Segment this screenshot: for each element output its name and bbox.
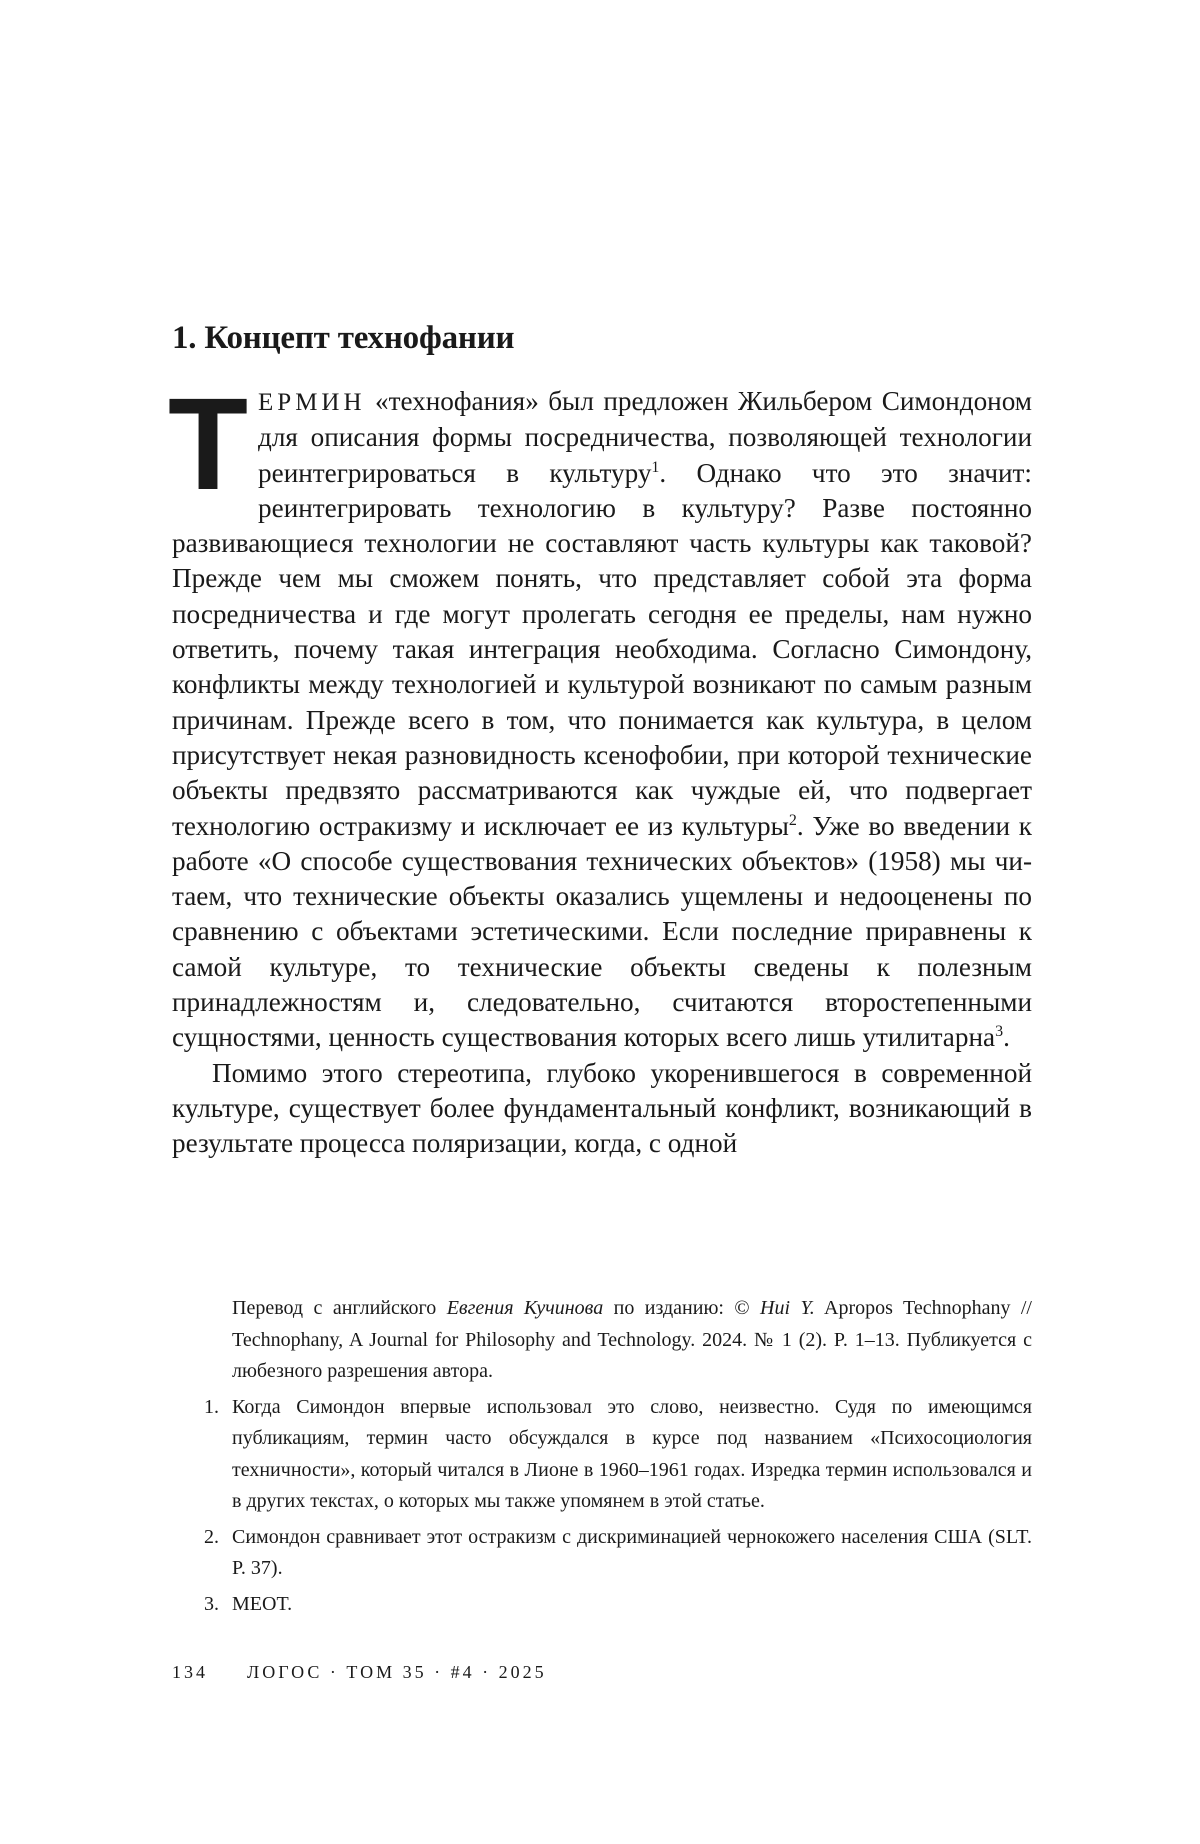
paragraph-1-text-a: «технофания» был предложен Жильбером Симондоном для описания формы посредничества, позволяющей технологии реинтегрироваться в культуру — [258, 386, 1032, 488]
footnotes — [204, 1293, 1032, 1624]
footnote-text: Когда Симондон впервые использовал это слово, неизвестно. Судя по имеющимся публикациям, термин часто обсуждался в курсе под названием «Психосоциология техничности», который читался в Лионе в 1960–1961 годах. Изредка термин использовался и в других текстах, о которых мы также упомянем в этой статье. — [232, 1395, 1032, 1512]
footnote-item — [204, 1589, 1032, 1621]
page-footer — [172, 1662, 547, 1683]
footnote-text: Симондон сравнивает этот остракизм с дискриминацией чернокожего населения США (SLT. P. 37). — [232, 1525, 1032, 1579]
footnote-text: MEOT. — [232, 1592, 293, 1615]
footnote-ref-3[interactable]: 3 — [995, 1023, 1004, 1041]
footnote-number: 2. — [204, 1525, 219, 1548]
translation-note-text-a: Перевод с английского — [232, 1297, 447, 1319]
drop-cap: Т — [168, 370, 249, 517]
translator-name: Евгения Кучинова — [446, 1297, 604, 1319]
page-number: 134 — [172, 1662, 208, 1682]
body-text — [168, 370, 1032, 1162]
footnote-number: 3. — [204, 1592, 219, 1615]
paragraph-1 — [168, 370, 1032, 1056]
source-author: Hui Y. — [760, 1297, 815, 1319]
paragraph-1-text-b: . Однако что это значит: реинтегрировать технологию в культуру? Разве постоянно развивающиеся технологии не составляют часть культуры как таковой? Прежде чем мы сможем понять, что представляет собой эта форма посредничества и где могут пролегать сегодня ее пределы, нам нужно ответить, почему такая интеграция необходима. Согласно Симондону, конфликты между технологией и культурой возникают по самым разным причинам. Прежде всего в том, что понимается как культура, в целом присутствует некая разновидность ксенофобии, при которой технические объекты предвзято рассматриваются как чуждые ей, что подвергает технологию остракизму и исключает ее из культуры — [172, 457, 1032, 841]
footnote-ref-1[interactable]: 1 — [651, 458, 660, 476]
paragraph-2: Помимо этого стереотипа, глубоко укоренившегося в современной культуре, существует более фундаментальный конфликт, возникающий в результате процесса поляризации, когда, с одной — [172, 1057, 1032, 1159]
translation-note — [232, 1293, 1032, 1388]
footnote-item — [204, 1522, 1032, 1585]
translation-note-text-c: Apropos Technophany // Technophany, A Journal for Philosophy and Technology. 2024. № 1 (2). P. 1–13. Публикуется с любезного разрешения автора. — [232, 1297, 1032, 1382]
paragraph-1-text-c: . Уже во введении к работе «О способе существования технических объектов» (1958) мы читаем, что технические объекты оказались ущемлены и недооценены по сравнению с объектами эстетическими. Если последние приравнены к самой культуре, то технические объекты сведены к полезным принадлежностям и, следовательно, считаются второстепенными сущностями, ценность существования которых всего лишь утилитарна — [172, 810, 1032, 1053]
translation-note-text-b: по изданию: © — [603, 1297, 761, 1319]
footnote-item — [204, 1392, 1032, 1518]
section-title: 1. Концепт технофании — [172, 320, 515, 356]
footnote-ref-2[interactable]: 2 — [788, 811, 797, 829]
lead-small-caps: ЕРМИН — [258, 389, 366, 416]
footnote-list — [204, 1392, 1032, 1621]
footnote-number: 1. — [204, 1395, 219, 1418]
running-head: ЛОГОС · ТОМ 35 · #4 · 2025 — [247, 1662, 547, 1682]
paragraph-1-text-d: . — [1003, 1022, 1010, 1053]
